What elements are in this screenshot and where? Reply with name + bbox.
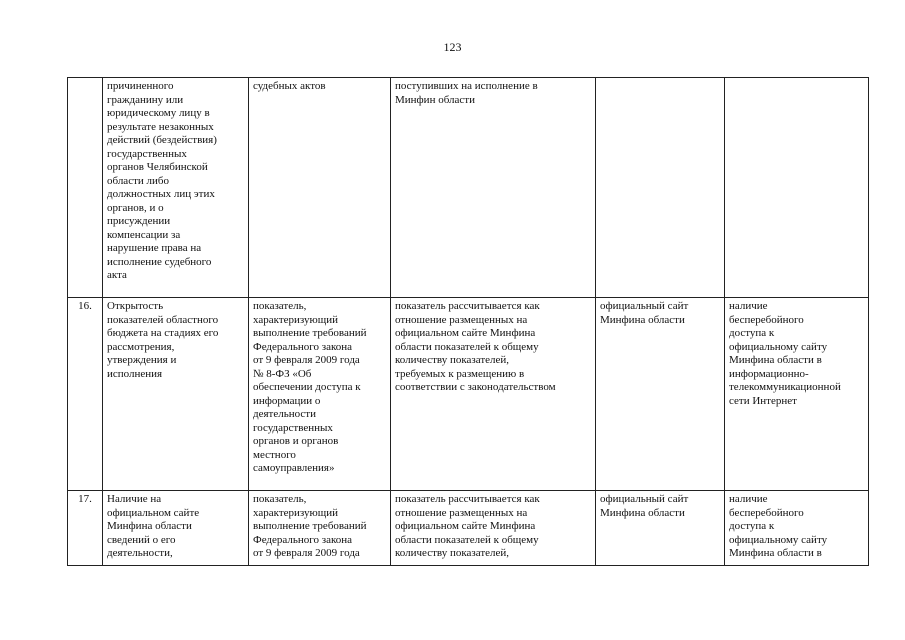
cell-text-line: нарушение права на bbox=[107, 242, 202, 254]
cell-text-line: сети Интернет bbox=[729, 394, 797, 407]
cell-text-line: судебных актов bbox=[253, 80, 326, 92]
cell-text-line: официальном сайте bbox=[107, 506, 200, 519]
method-cell bbox=[391, 78, 596, 298]
cell-text-line: акта bbox=[107, 269, 127, 281]
source-cell bbox=[596, 298, 725, 491]
cell-text-line: самоуправления» bbox=[253, 462, 335, 474]
cell-text-line: рассмотрения, bbox=[107, 340, 175, 353]
cell-text-line: Минфина области bbox=[107, 520, 192, 532]
cell-text-line: деятельности, bbox=[107, 547, 173, 559]
cell-text-line: выполнение требований bbox=[253, 520, 367, 532]
cell-text-line: отношение размещенных на bbox=[395, 506, 528, 519]
cell-text-line: от 9 февраля 2009 года bbox=[253, 547, 360, 559]
cell-text-line: требуемых к размещению в bbox=[395, 367, 525, 380]
cell-text-line: официальном сайте Минфина bbox=[395, 520, 536, 532]
cell-text-line: гражданину или bbox=[107, 93, 184, 106]
cell-text-line: количеству показателей, bbox=[395, 354, 510, 366]
cell-text-line: местного bbox=[253, 448, 296, 461]
cell-text-line: бесперебойного bbox=[729, 313, 804, 326]
cell-text-line: бесперебойного bbox=[729, 506, 804, 519]
name-cell bbox=[103, 491, 249, 566]
cell-text-line: области показателей к общему bbox=[395, 533, 539, 546]
cell-text-line: отношение размещенных на bbox=[395, 313, 528, 326]
condition-cell bbox=[725, 491, 869, 566]
cell-text-line: соответствии с законодательством bbox=[395, 381, 556, 393]
cell-text-line: показатель, bbox=[253, 493, 307, 505]
cell-text-line: Минфина области bbox=[600, 506, 685, 519]
name-cell bbox=[103, 78, 249, 298]
source-cell bbox=[596, 491, 725, 566]
cell-text-line: государственных bbox=[253, 421, 333, 434]
condition-cell bbox=[725, 78, 869, 298]
table-body bbox=[68, 78, 869, 566]
cell-text-line: утверждения и bbox=[107, 354, 177, 366]
condition-cell bbox=[725, 298, 869, 491]
cell-text-line: исполнение судебного bbox=[107, 255, 212, 268]
cell-text-line: информационно- bbox=[729, 367, 809, 380]
cell-text-line: официальному сайту bbox=[729, 340, 828, 353]
cell-text-line: органов и органов bbox=[253, 435, 339, 447]
cell-text-line: информации о bbox=[253, 394, 321, 407]
cell-text-line: области либо bbox=[107, 174, 169, 187]
cell-text-line: органов Челябинской bbox=[107, 161, 208, 173]
cell-text-line: компенсации за bbox=[107, 228, 181, 241]
num-cell bbox=[68, 78, 103, 298]
cell-text-line: официальный сайт bbox=[600, 493, 689, 505]
cell-text-line: наличие bbox=[729, 493, 768, 505]
cell-text-line: официальному сайту bbox=[729, 533, 828, 546]
cell-text-line: Федерального закона bbox=[253, 533, 353, 546]
source-cell bbox=[596, 78, 725, 298]
cell-text-line: показатель, bbox=[253, 300, 307, 312]
method-cell bbox=[391, 491, 596, 566]
cell-text-line: причиненного bbox=[107, 80, 174, 92]
cell-text-line: действий (бездействия) bbox=[107, 134, 217, 146]
table-row bbox=[68, 491, 869, 566]
cell-text-line: Минфина области bbox=[600, 313, 685, 326]
cell-text-line: бюджета на стадиях его bbox=[107, 327, 219, 339]
cell-text-line: Открытость bbox=[107, 300, 164, 312]
page-number: 123 bbox=[443, 40, 462, 54]
cell-text-line: № 8-ФЗ «Об bbox=[253, 367, 312, 380]
indicator-cell bbox=[249, 298, 391, 491]
cell-text-line: должностных лиц этих bbox=[107, 188, 215, 200]
num-cell: 17. bbox=[68, 491, 103, 566]
indicators-table bbox=[67, 77, 869, 566]
indicator-cell bbox=[249, 78, 391, 298]
cell-text-line: показатель рассчитывается как bbox=[395, 300, 540, 312]
cell-text-line: показатель рассчитывается как bbox=[395, 493, 540, 505]
cell-text-line: Минфина области в bbox=[729, 547, 822, 559]
indicator-cell bbox=[249, 491, 391, 566]
cell-text-line: государственных bbox=[107, 147, 187, 160]
cell-text-line: наличие bbox=[729, 300, 768, 312]
cell-text-line: области показателей к общему bbox=[395, 340, 539, 353]
cell-text-line: Федерального закона bbox=[253, 340, 353, 353]
cell-text-line: Наличие на bbox=[107, 493, 162, 505]
cell-text-line: от 9 февраля 2009 года bbox=[253, 354, 360, 366]
cell-text-line: количеству показателей, bbox=[395, 547, 510, 559]
cell-text-line: сведений о его bbox=[107, 533, 176, 546]
cell-text-line: деятельности bbox=[253, 408, 316, 420]
cell-text-line: выполнение требований bbox=[253, 327, 367, 339]
name-cell bbox=[103, 298, 249, 491]
cell-text-line: Минфина области в bbox=[729, 354, 822, 366]
cell-text-line: характеризующий bbox=[253, 313, 338, 326]
cell-text-line: юридическому лицу в bbox=[107, 107, 210, 119]
cell-text-line: характеризующий bbox=[253, 506, 338, 519]
cell-text-line: официальном сайте Минфина bbox=[395, 327, 536, 339]
table-row bbox=[68, 78, 869, 298]
cell-text-line: органов, и о bbox=[107, 201, 164, 214]
method-cell bbox=[391, 298, 596, 491]
cell-text-line: обеспечении доступа к bbox=[253, 381, 361, 393]
cell-text-line: результате незаконных bbox=[107, 120, 214, 133]
cell-text-line: доступа к bbox=[729, 327, 775, 339]
cell-text-line: Минфин области bbox=[395, 93, 475, 106]
table-row bbox=[68, 298, 869, 491]
cell-text-line: присуждении bbox=[107, 215, 171, 227]
cell-text-line: показателей областного bbox=[107, 313, 219, 326]
cell-text-line: официальный сайт bbox=[600, 300, 689, 312]
cell-text-line: телекоммуникационной bbox=[729, 381, 841, 393]
cell-text-line: исполнения bbox=[107, 367, 163, 380]
cell-text-line: поступивших на исполнение в bbox=[395, 80, 538, 92]
num-cell: 16. bbox=[68, 298, 103, 491]
cell-text-line: доступа к bbox=[729, 520, 775, 532]
